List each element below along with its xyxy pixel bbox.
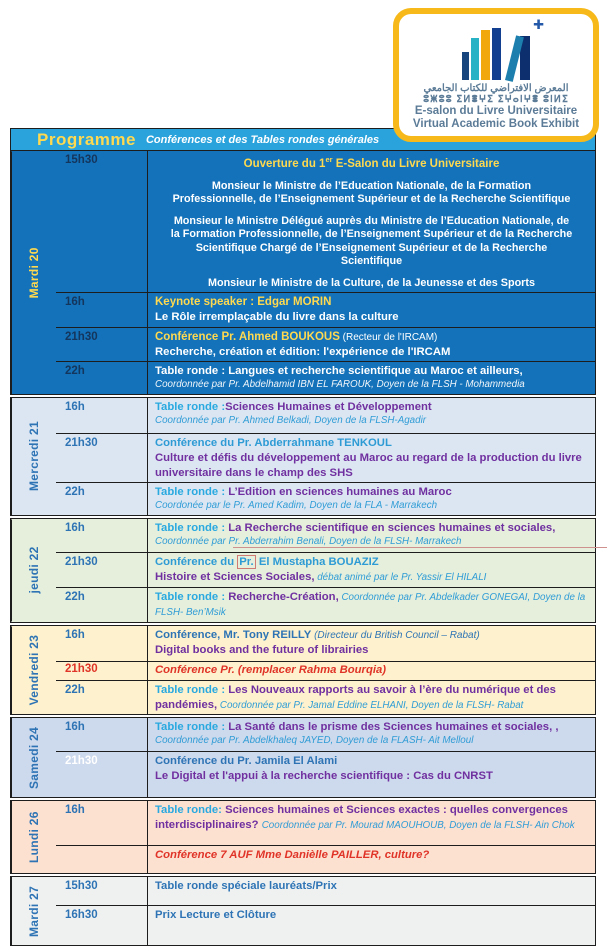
section-samedi-24 xyxy=(10,717,596,798)
event-content xyxy=(148,483,595,515)
time-cell: 16h30 xyxy=(56,906,148,945)
event-title: Sciences humaines et Sciences exactes : quelles convergences interdisciplinaires? xyxy=(155,804,568,831)
coordinator-note: Coordonée par le Pr. Amed Kadim, Doyen de la FLA - Marrakech xyxy=(155,500,438,512)
event-content xyxy=(148,362,595,394)
debate-note: débat animé par le Pr. Yassir El HILALI xyxy=(314,572,487,584)
table-ronde-label: Table ronde : xyxy=(155,522,226,535)
section-lundi-26 xyxy=(10,800,596,874)
time-cell: 16h xyxy=(56,293,148,327)
event-row xyxy=(56,553,595,588)
event-row xyxy=(56,681,595,714)
section-jeudi-22 xyxy=(10,518,596,622)
tracked-change-box: Pr. xyxy=(239,556,254,569)
event-row xyxy=(56,519,595,553)
programme-subtitle: Conférences et des Tables rondes générales xyxy=(145,133,380,146)
event-content xyxy=(148,681,595,714)
event-row xyxy=(56,662,595,681)
logo-french-name: E-salon du Livre Universitaire xyxy=(414,105,578,118)
event-heading: Conférence Pr. Ahmed BOUKOUS xyxy=(155,330,340,343)
time-cell: 16h xyxy=(56,626,148,661)
event-heading: Table ronde spéciale lauréats/Prix xyxy=(155,880,337,893)
event-row xyxy=(56,752,595,797)
day-label-mardi-20: Mardi 20 xyxy=(11,151,56,394)
event-row xyxy=(56,718,595,752)
day-label-mardi-27: Mardi 27 xyxy=(11,877,56,945)
book-spine-icon xyxy=(481,30,490,80)
event-title: Sciences Humaines et Développement xyxy=(225,401,432,414)
tracked-change-connector-line xyxy=(233,547,607,548)
minister-paragraph: Monsieur le Ministre de la Culture, de la Jeunesse et des Sports xyxy=(207,276,535,289)
event-content xyxy=(148,398,595,433)
event-title: La Santé dans le prisme des Sciences humaines et sociales, , xyxy=(225,721,559,734)
time-cell: 16h xyxy=(56,718,148,751)
coordinator-note: Coordonnée par Pr. Abderrahim Benali, Doyen de la FLSH- Marrakech xyxy=(155,536,462,548)
logo-english-name: Virtual Academic Book Exhibit xyxy=(412,118,580,131)
event-title: Recherche-Création, xyxy=(225,591,339,604)
time-cell: 21h30 xyxy=(56,434,148,482)
event-title: Culture et défis du développement au Maroc au regard de la production du livre universitaire dans le champ des SHS xyxy=(155,452,582,479)
time-cell: 22h xyxy=(56,588,148,621)
table-ronde-label: Table ronde : xyxy=(155,683,226,696)
event-content xyxy=(148,588,595,621)
time-cell xyxy=(56,846,148,873)
event-row xyxy=(56,626,595,662)
time-cell: 21h30 xyxy=(56,553,148,587)
time-cell: 22h xyxy=(56,362,148,394)
section-mardi-20 xyxy=(10,151,596,395)
pending-conference-note: Conférence 7 AUF Mme Danièlle PAILLER, culture? xyxy=(155,849,430,862)
event-title: Ouverture du 1er E-Salon du Livre Universitaire xyxy=(243,155,500,170)
event-row xyxy=(56,846,595,873)
coordinator-note: Coordonnée par Pr. Jamal Eddine ELHANI, Doyen de la FLSH- Rabat xyxy=(217,699,524,711)
event-content xyxy=(148,151,595,292)
day-label-mercredi-21: Mercredi 21 xyxy=(11,398,56,515)
event-content xyxy=(148,328,595,362)
programme-table xyxy=(10,128,596,946)
time-cell: 22h xyxy=(56,483,148,515)
event-subheading: Le Rôle irremplaçable du livre dans la culture xyxy=(155,311,399,324)
event-subheading: Recherche, création et édition: l'expérience de l'IRCAM xyxy=(155,345,451,358)
book-spine-icon xyxy=(492,28,501,80)
book-spine-icon xyxy=(471,38,479,80)
event-title: Histoire et Sciences Sociales, xyxy=(155,571,315,584)
coordinator-note: Coordonnée par Pr. Abdelkader GONEGAI, Doyen de la FLSH- Ben’Msik xyxy=(155,592,586,619)
event-row xyxy=(56,906,595,945)
event-title: Les Nouveaux rapports au savoir à l’ère du numérique et des pandémies, xyxy=(155,683,556,711)
time-cell: 16h xyxy=(56,801,148,845)
time-cell: 15h30 xyxy=(56,151,148,292)
event-content xyxy=(148,877,595,905)
coordinator-note: Coordonnée par Pr. Ahmed Belkadi, Doyen de la FLSH-Agadir xyxy=(155,415,427,427)
event-content: Conférence du Pr. El Mustapha BOUAZIZ Histoire et Sciences Sociales, débat animé par le Pr. Yassir El HILALI xyxy=(155,556,487,584)
event-content xyxy=(148,906,595,945)
time-cell: 16h xyxy=(56,519,148,552)
day-label-lundi-26: Lundi 26 xyxy=(11,801,56,873)
event-heading-note: (Recteur de l'IRCAM) xyxy=(339,331,438,343)
table-ronde-label: Table ronde : xyxy=(155,401,226,414)
event-heading: Conférence, Mr. Tony REILLY xyxy=(155,628,312,641)
event-heading-note: (Directeur du British Council – Rabat) xyxy=(311,629,480,641)
event-content xyxy=(148,801,595,845)
event-row xyxy=(56,151,595,293)
logo-ornament-icon: ✚ xyxy=(533,17,544,33)
programme-title: Programme xyxy=(37,129,136,149)
minister-paragraph: Monsieur le Ministre de l’Education Nationale, de la Formation Professionnelle, de l’Enseignement Supérieur et de la Recherche Scientifique xyxy=(172,179,571,206)
event-content xyxy=(148,846,595,873)
day-label-vendredi-23: Vendredi 23 xyxy=(11,626,56,714)
event-title: Digital books and the future of librairies xyxy=(155,643,369,656)
event-heading: Prix Lecture et Clôture xyxy=(155,909,277,922)
event-row xyxy=(56,328,595,363)
day-label-jeudi-22: jeudi 22 xyxy=(11,519,56,621)
table-ronde-label: Table ronde: xyxy=(155,804,222,817)
book-spine-icon xyxy=(462,52,469,80)
replacement-note: Conférence Pr. (remplacer Rahma Bourqia) xyxy=(155,663,387,676)
coordinator-note: Coordonnée par Pr. Mourad MAOUHOUB, Doyen de la FLSH- Ain Chok xyxy=(261,819,575,831)
table-ronde-label: Table ronde : xyxy=(155,486,226,499)
time-cell: 16h xyxy=(56,398,148,433)
event-heading: Conférence du Pr. Abderrahmane TENKOUL xyxy=(155,437,392,450)
time-cell: 15h30 xyxy=(56,877,148,905)
event-content xyxy=(148,718,595,751)
section-vendredi-23 xyxy=(10,625,596,715)
event-content xyxy=(148,434,595,482)
event-heading: Conférence du Pr. Jamila El Alami xyxy=(155,755,338,768)
event-row xyxy=(56,801,595,846)
logo-tifinagh-text: ⵓⵥⵓⵓ ⵉⵍⴻⵖⵉ ⵉⵖⴰⵏⵖⴻ ⵓⵏⵍⵉ xyxy=(423,93,569,105)
event-row xyxy=(56,362,595,394)
time-cell: 21h30 xyxy=(56,752,148,797)
event-row xyxy=(56,483,595,515)
section-mercredi-21 xyxy=(10,397,596,516)
event-row xyxy=(56,588,595,621)
day-label-samedi-24: Samedi 24 xyxy=(11,718,56,797)
event-title: La Recherche scientifique en sciences humaines et sociales, xyxy=(225,522,556,535)
event-content xyxy=(148,626,595,661)
event-row xyxy=(56,293,595,328)
time-cell: 21h30 xyxy=(56,662,148,680)
table-ronde-label: Table ronde : xyxy=(155,721,226,734)
books-logo-icon xyxy=(462,17,544,80)
event-row xyxy=(56,434,595,483)
event-heading: Table ronde : Langues et recherche scientifique au Maroc et ailleurs, xyxy=(155,365,523,378)
time-cell: 22h xyxy=(56,681,148,714)
event-content xyxy=(148,752,595,797)
section-mardi-27 xyxy=(10,876,596,946)
event-content xyxy=(148,293,595,327)
event-row xyxy=(56,398,595,434)
time-cell: 21h30 xyxy=(56,328,148,362)
event-title: L’Edition en sciences humaines au Maroc xyxy=(225,486,452,499)
event-title: Le Digital et l'appui à la recherche scientifique : Cas du CNRST xyxy=(155,769,493,782)
table-ronde-label: Table ronde : xyxy=(155,591,226,604)
event-heading: Keynote speaker : Edgar MORIN xyxy=(155,296,332,309)
minister-paragraph: Monsieur le Ministre Délégué auprès du Ministre de l’Education Nationale, de la Formation Professionnelle, de l’Enseignement Supérieur et de la Recherche Scientifique Chargé de l’Enseignement Supérieur et de la Recherche Scientifique xyxy=(170,214,573,268)
coordinator-note: Coordonnée par Pr. Abdelhamid IBN EL FAROUK, Doyen de la FLSH - Mohammedia xyxy=(155,379,525,391)
logo-arabic-text: المعرض الافتراضي للكتاب الجامعي xyxy=(423,83,569,95)
event-logo-badge xyxy=(393,8,599,142)
event-content xyxy=(148,662,595,680)
event-row xyxy=(56,877,595,906)
coordinator-note: Coordonnée par Pr. Abdelkhaleq JAYED, Doyen de la FLASH- Ait Melloul xyxy=(155,734,474,746)
